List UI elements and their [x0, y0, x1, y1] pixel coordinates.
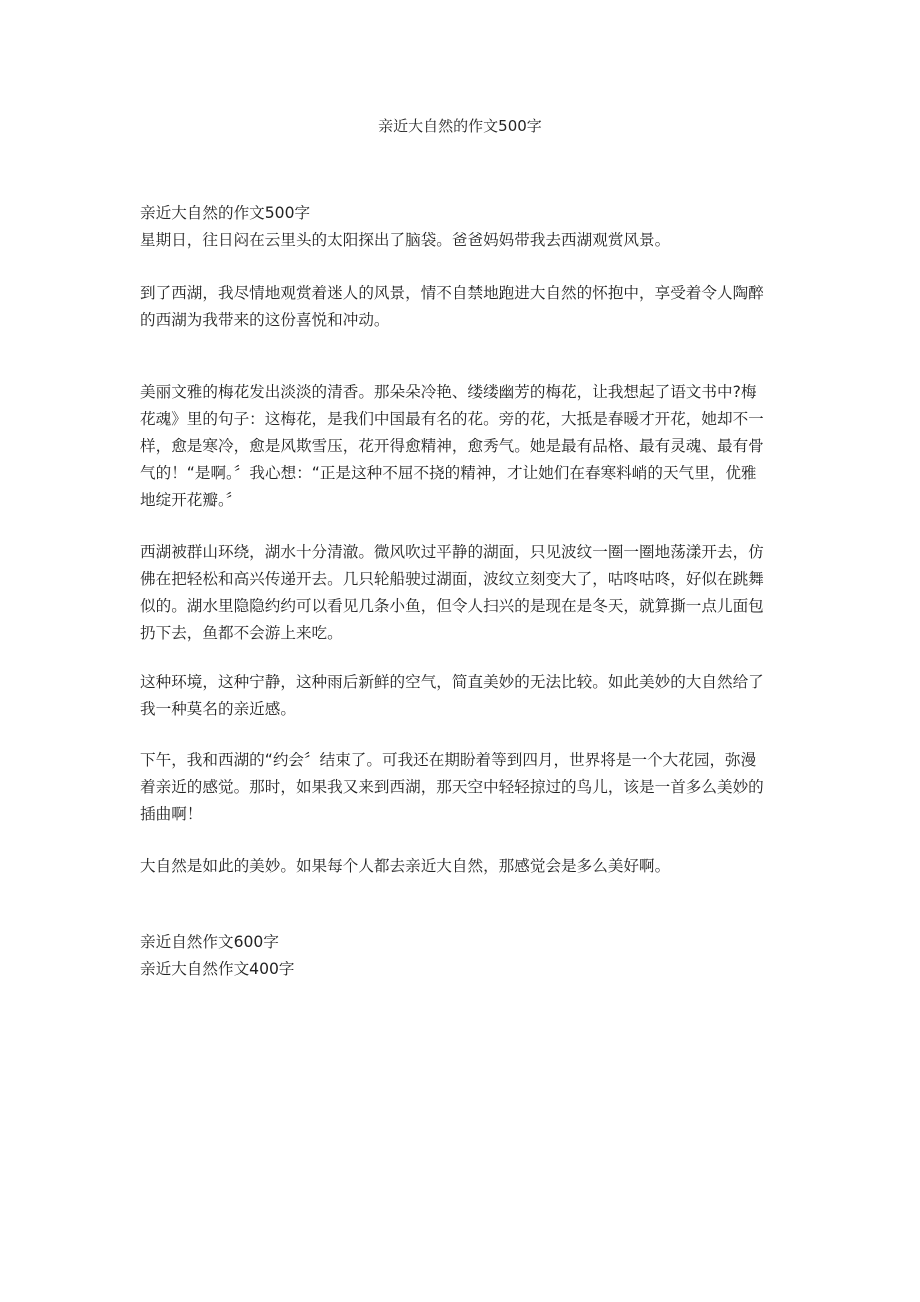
- paragraph-line: 西湖被群山环绕，湖水十分清澈。微风吹过平静的湖面，只见波纹一圈一圈地荡漾开去，仿: [140, 543, 764, 561]
- paragraph-7: [140, 853, 800, 880]
- paragraph-1: [140, 227, 800, 254]
- paragraph-line: 样，愈是寒冷，愈是风欺雪压，花开得愈精神，愈秀气。她是最有品格、最有灵魂、最有骨: [140, 437, 764, 455]
- paragraph-line: 似的。湖水里隐隐约约可以看见几条小鱼，但令人扫兴的是现在是冬天，就算撕一点儿面包: [140, 597, 764, 615]
- paragraph-line: 地绽开花瓣。〞: [140, 491, 242, 509]
- paragraph-line: 佛在把轻松和高兴传递开去。几只轮船驶过湖面，波纹立刻变大了，咕咚咕咚，好似在跳舞: [140, 570, 764, 588]
- paragraph-line: 我一种莫名的亲近感。: [140, 700, 296, 718]
- paragraph-4: [140, 539, 800, 647]
- paragraph-line: 美丽文雅的梅花发出淡淡的清香。那朵朵冷艳、缕缕幽芳的梅花，让我想起了语文书中?梅: [140, 383, 757, 401]
- paragraph-3: [140, 379, 800, 514]
- paragraph-line: 花魂》里的句子：这梅花，是我们中国最有名的花。旁的花，大抵是春暖才开花，她却不一: [140, 410, 764, 428]
- paragraph-line: 到了西湖，我尽情地观赏着迷人的风景，情不自禁地跑进大自然的怀抱中，享受着令人陶醉: [140, 284, 764, 302]
- document-title: 亲近大自然的作文500字: [378, 117, 542, 135]
- paragraph-line: 插曲啊！: [140, 805, 203, 823]
- paragraph-line: 气的！“是啊。〞我心想：“正是这种不屈不挠的精神，才让她们在春寒料峭的天气里，优雅: [140, 464, 757, 482]
- paragraph-line: 的西湖为我带来的这份喜悦和冲动。: [140, 311, 390, 329]
- related-links: [140, 929, 800, 983]
- article-heading: [140, 200, 800, 227]
- related-link[interactable]: 亲近大自然作文400字: [140, 960, 295, 978]
- paragraph-line: 下午，我和西湖的“约会〞结束了。可我还在期盼着等到四月，世界将是一个大花园，弥漫: [140, 751, 757, 769]
- paragraph-line: 大自然是如此的美妙。如果每个人都去亲近大自然，那感觉会是多么美好啊。: [140, 857, 671, 875]
- paragraph-line: 星期日，往日闷在云里头的太阳探出了脑袋。爸爸妈妈带我去西湖观赏风景。: [140, 231, 671, 249]
- paragraph-5: [140, 669, 800, 723]
- paragraph-line: 这种环境，这种宁静，这种雨后新鲜的空气，简直美妙的无法比较。如此美妙的大自然给了: [140, 673, 764, 691]
- paragraph-2: [140, 280, 800, 334]
- paragraph-line: 扔下去，鱼都不会游上来吃。: [140, 624, 343, 642]
- related-link[interactable]: 亲近自然作文600字: [140, 933, 279, 951]
- paragraph-6: [140, 747, 800, 828]
- paragraph-line: 着亲近的感觉。那时，如果我又来到西湖，那天空中轻轻掠过的鸟儿，该是一首多么美妙的: [140, 778, 764, 796]
- heading-text: 亲近大自然的作文500字: [140, 204, 311, 222]
